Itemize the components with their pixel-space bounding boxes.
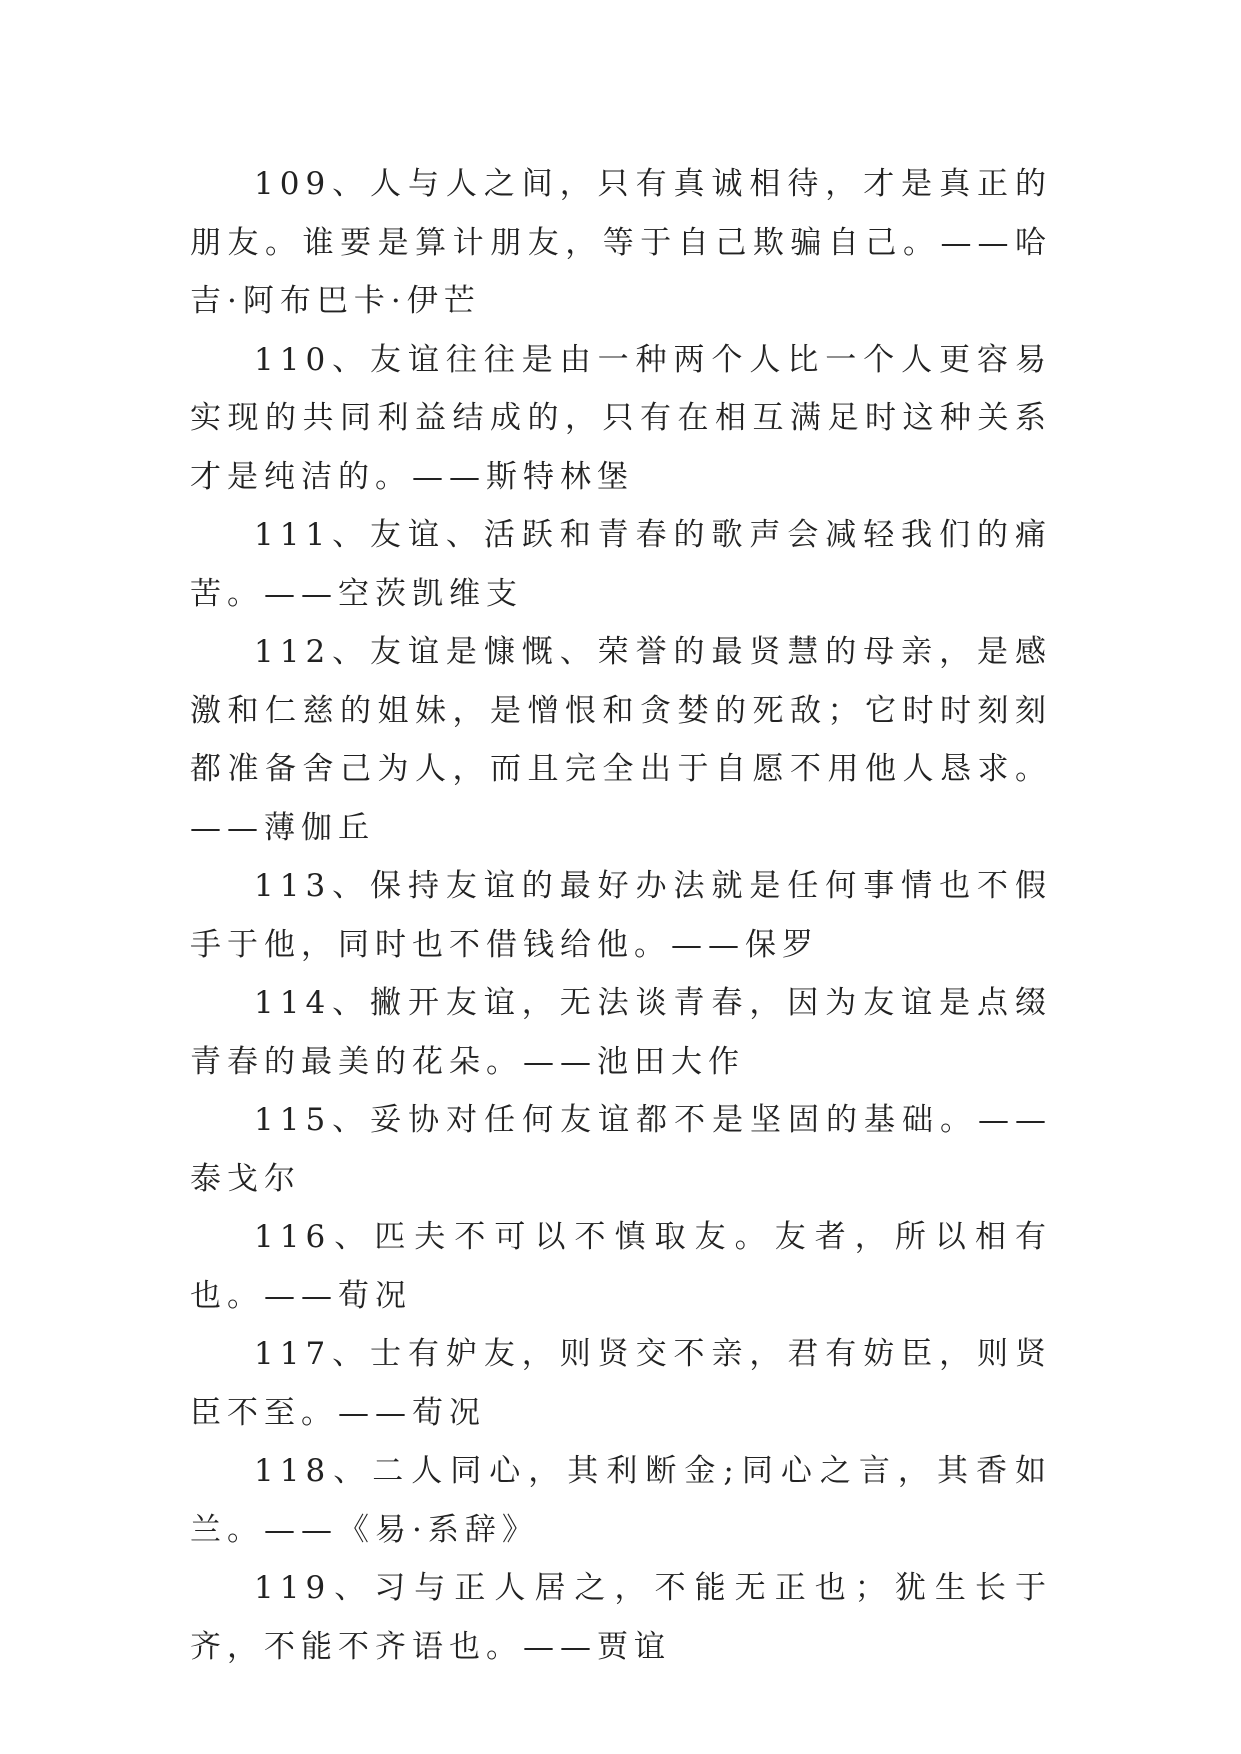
- quote-paragraph-109: 109、人与人之间，只有真诚相待，才是真正的朋友。谁要是算计朋友，等于自己欺骗自己。——哈吉·阿布巴卡·伊芒: [190, 166, 1052, 319]
- quote-paragraph-119: 119、习与正人居之，不能无正也；犹生长于齐，不能不齐语也。——贾谊: [190, 1570, 1052, 1665]
- quote-paragraph-115: 115、妥协对任何友谊都不是坚固的基础。——泰戈尔: [190, 1102, 1052, 1197]
- quote-paragraph-113: 113、保持友谊的最好办法就是任何事情也不假手于他，同时也不借钱给他。——保罗: [190, 868, 1052, 963]
- quote-paragraph-112: 112、友谊是慷慨、荣誉的最贤慧的母亲，是感激和仁慈的姐妹，是憎恨和贪婪的死敌；它时时刻刻都准备舍己为人，而且完全出于自愿不用他人恳求。——薄伽丘: [190, 634, 1052, 846]
- quote-paragraph-111: 111、友谊、活跃和青春的歌声会减轻我们的痛苦。——空茨凯维支: [190, 517, 1052, 612]
- quote-paragraph-118: 118、二人同心，其利断金;同心之言，其香如兰。——《易·系辞》: [190, 1453, 1052, 1548]
- quote-paragraph-110: 110、友谊往往是由一种两个人比一个人更容易实现的共同利益结成的，只有在相互满足时这种关系才是纯洁的。——斯特林堡: [190, 341, 1052, 495]
- quote-paragraph-116: 116、匹夫不可以不慎取友。友者，所以相有也。——荀况: [190, 1219, 1052, 1314]
- quote-paragraph-117: 117、士有妒友，则贤交不亲，君有妨臣，则贤臣不至。——荀况: [190, 1336, 1052, 1431]
- quote-paragraph-114: 114、撇开友谊，无法谈青春，因为友谊是点缀青春的最美的花朵。——池田大作: [190, 985, 1052, 1080]
- quote-list: [190, 155, 1052, 1676]
